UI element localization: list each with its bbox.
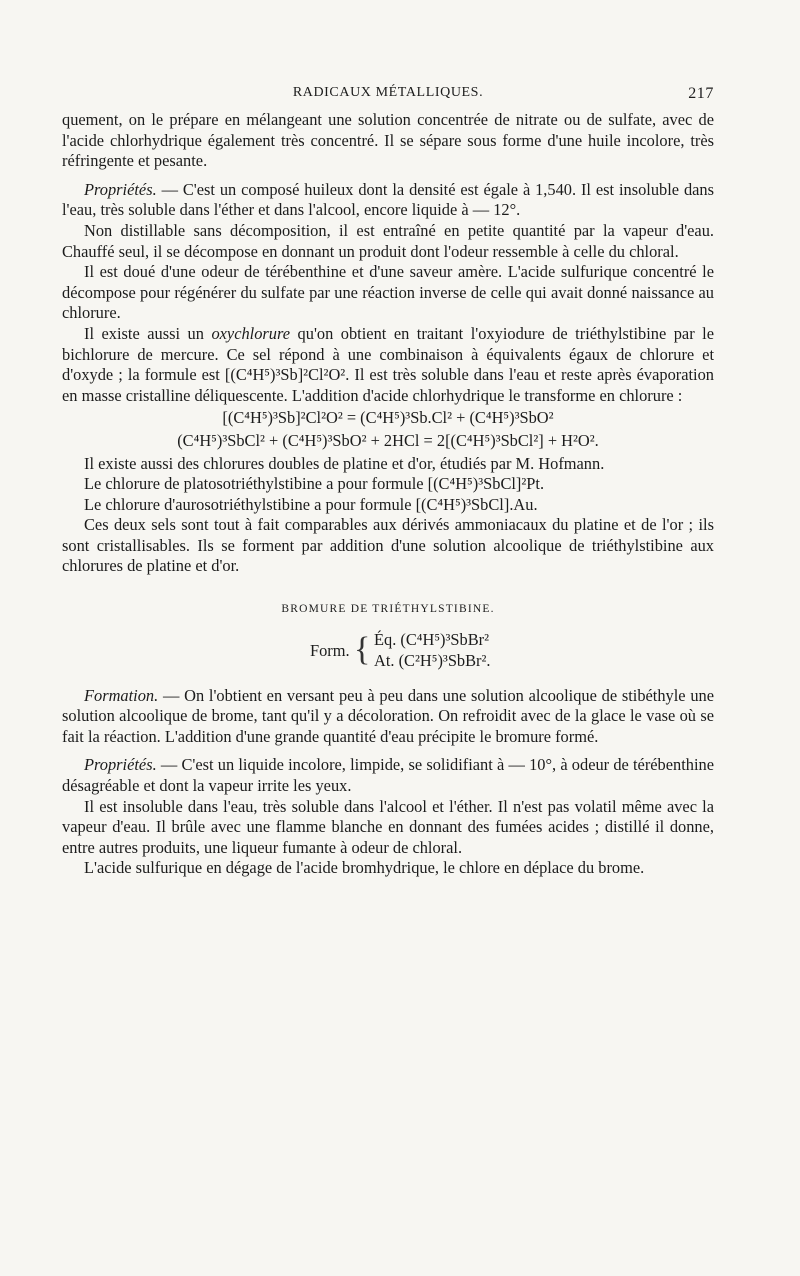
- paragraph: Il est insoluble dans l'eau, très soluble dans l'alcool et l'éther. Il n'est pas volatil même avec la vapeur d'eau. Il brûle avec une flamme blanche en donnant des fumées acides ; distillé il donne, entre autres produits, une liqueur fumante à odeur de chloral.: [62, 796, 714, 857]
- paragraph: [62, 755, 714, 796]
- formula-label: Form.: [310, 640, 350, 660]
- formula-block: [62, 628, 714, 676]
- paragraph: [62, 324, 714, 406]
- running-head: [62, 85, 714, 107]
- paragraph-text: Il existe aussi un: [84, 323, 212, 343]
- paragraph-emphasis: oxychlorure: [211, 323, 291, 343]
- paragraph: Il est doué d'une odeur de térébenthine et d'une saveur amère. L'acide sulfurique concentré le décompose pour régénérer du sulfate par une réaction inverse de celle qui avait donné naissance au chlorure.: [62, 262, 714, 323]
- paragraph-text: — On l'obtient en versant peu à peu dans une solution alcoolique de stibéthyle une solution alcoolique de brome, tant qu'il y a décoloration. On refroidit avec de la glace le vase où se fait la réaction. L'addition d'une grande quantité d'eau précipite le bromure formé.: [62, 685, 714, 746]
- section-title: BROMURE DE TRIÉTHYLSTIBINE.: [281, 603, 495, 616]
- brace-icon: {: [354, 630, 371, 668]
- equation: (C⁴H⁵)³SbCl² + (C⁴H⁵)³SbO² + 2HCl = 2[(C⁴H⁵)³SbCl²] + H²O².: [177, 430, 599, 450]
- paragraph-text: qu'on obtient en traitant l'oxyiodure de triéthylstibine par le bichlorure de mercure. Ce sel répond à une combinaison à équivalents égaux de chlorure et d'oxyde ; la formule est [(C⁴H⁵)³Sb]²Cl²O². Il est très soluble dans l'eau et reste après évaporation en masse cristalline déliquescente. L'addition d'acide chlorhydrique le transforme en chlorure :: [62, 323, 714, 405]
- formula-line: At. (C²H⁵)³SbBr².: [374, 650, 491, 670]
- paragraph: L'acide sulfurique en dégage de l'acide bromhydrique, le chlore en déplace du brome.: [84, 858, 645, 878]
- paragraph-text: — C'est un liquide incolore, limpide, se solidifiant à — 10°, à odeur de térébenthine désagréable et dont la vapeur irrite les yeux.: [62, 755, 714, 796]
- paragraph: Non distillable sans décomposition, il est entraîné en petite quantité par la vapeur d'eau. Chauffé seul, il se décompose en donnant un produit dont l'odeur ressemble à celle du chloral.: [62, 220, 714, 261]
- paragraph-label: Formation.: [84, 685, 159, 705]
- formula-line: Éq. (C⁴H⁵)³SbBr²: [374, 629, 490, 649]
- paragraph-label: Propriétés.: [84, 755, 157, 775]
- running-head-title: RADICAUX MÉTALLIQUES.: [292, 85, 484, 100]
- paragraph: Le chlorure de platosotriéthylstibine a pour formule [(C⁴H⁵)³SbCl]²Pt.: [84, 474, 545, 494]
- page-body: [62, 110, 714, 879]
- paragraph-label: Propriétés.: [84, 179, 157, 199]
- equation: [(C⁴H⁵)³Sb]²Cl²O² = (C⁴H⁵)³Sb.Cl² + (C⁴H⁵)³SbO²: [222, 408, 554, 428]
- page-number: 217: [688, 85, 714, 102]
- paragraph: Ces deux sels sont tout à fait comparables aux dérivés ammoniacaux du platine et de l'or ; ils sont cristallisables. Ils se forment par addition d'une solution alcoolique de triéthylstibine aux chlorures de platine et d'or.: [62, 515, 714, 576]
- paragraph: [62, 686, 714, 748]
- paragraph: quement, on le prépare en mélangeant une solution concentrée de nitrate ou de sulfate, avec de l'acide chlorhydrique également très concentré. Il se sépare sous forme d'une huile incolore, très réfringente et pesante.: [62, 110, 714, 171]
- paragraph-text: — C'est un composé huileux dont la densité est égale à 1,540. Il est insoluble dans l'eau, très soluble dans l'éther et dans l'alcool, encore liquide à — 12°.: [62, 179, 714, 220]
- paragraph: Le chlorure d'aurosotriéthylstibine a pour formule [(C⁴H⁵)³SbCl].Au.: [84, 494, 538, 514]
- paragraph: Il existe aussi des chlorures doubles de platine et d'or, étudiés par M. Hofmann.: [84, 453, 605, 473]
- paragraph: [62, 180, 714, 221]
